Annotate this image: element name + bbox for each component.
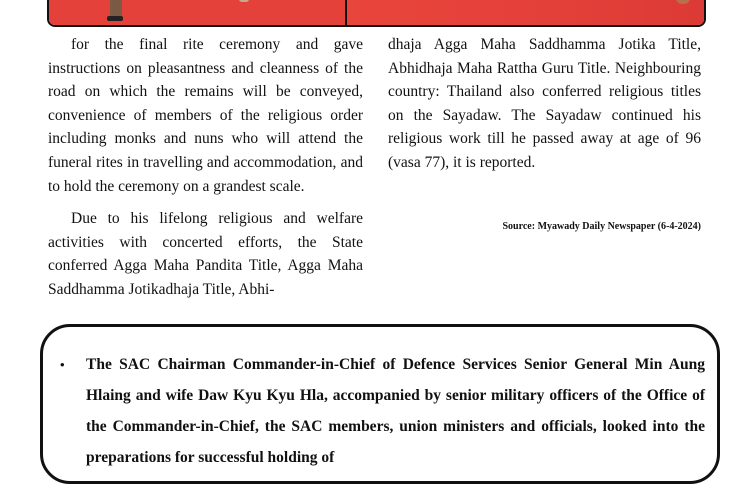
left-article-column [48, 33, 363, 302]
article-paragraph: Due to his lifelong religious and welfare activities with concerted efforts, the State conferred Agga Maha Pandita Title, Agga Maha Saddhamma Jotikadhaja Title, Abhi- [48, 210, 363, 298]
photo-figure-center [239, 0, 249, 2]
bullet-icon: • [60, 357, 65, 372]
highlight-list [60, 349, 705, 473]
photo-strip [47, 0, 706, 27]
article-paragraph: dhaja Agga Maha Saddhamma Jotika Title, Abhidhaja Maha Rattha Guru Title. Neighbouring country: Thailand also conferred religious titles on the Sayadaw. The Sayadaw continued his religious work till he passed away at age of 96 (vasa 77), it is reported. [388, 36, 701, 171]
ceremony-photo-left [49, 0, 347, 25]
highlight-list-item [60, 349, 705, 473]
highlight-text: The SAC Chairman Commander-in-Chief of Defence Services Senior General Min Aung Hlaing and wife Daw Kyu Kyu Hla, accompanied by senior military officers of the Office of the Commander-in-Chief, the SAC members, union ministers and officials, looked into the preparations for successful holding of [86, 356, 705, 466]
ceremony-photo-right [347, 0, 704, 25]
article-paragraph: for the final rite ceremony and gave instructions on pleasantness and cleanness of the road on which the remains will be conveyed, convenience of members of the religious order including monks and nuns who will attend the funeral rites in travelling and accommodation, and to hold the ceremony on a grandest scale. [48, 36, 363, 195]
photo-figure-right [676, 0, 690, 4]
photo-figure-shoes [107, 16, 123, 21]
highlight-box [40, 324, 720, 484]
right-article-column [388, 33, 701, 175]
source-credit: Source: Myawady Daily Newspaper (6-4-2024) [502, 221, 701, 232]
